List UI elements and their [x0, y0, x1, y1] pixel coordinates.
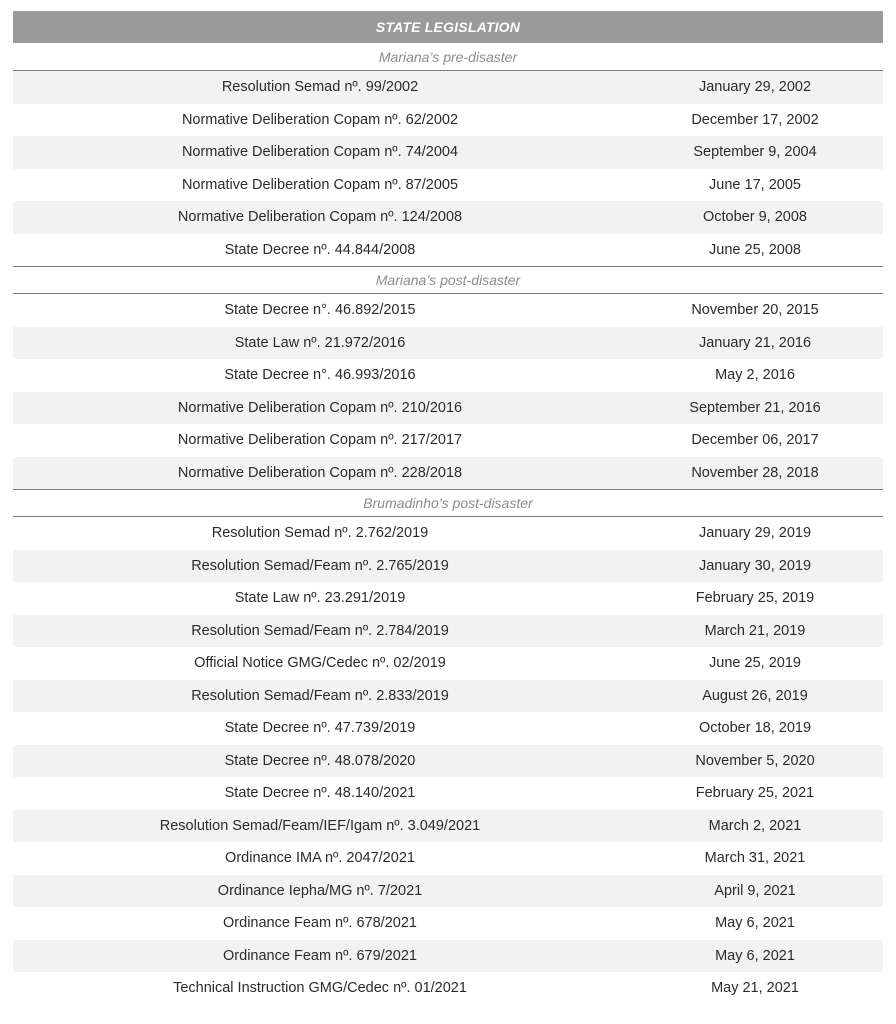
- legislation-name: Ordinance Iepha/MG nº. 7/2021: [217, 882, 423, 899]
- legislation-name: Normative Deliberation Copam nº. 210/2016: [177, 399, 463, 416]
- section-header-brumadinho-post: Brumadinho’s post-disaster: [13, 489, 883, 517]
- table-row: [13, 810, 883, 843]
- legislation-name: State Law nº. 23.291/2019: [234, 590, 406, 607]
- legislation-name: State Decree nº. 48.078/2020: [224, 752, 416, 769]
- legislation-date: January 21, 2016: [698, 334, 812, 351]
- legislation-date: February 25, 2021: [695, 785, 815, 802]
- legislation-name: State Decree n°. 46.892/2015: [224, 302, 416, 319]
- table-row: [13, 875, 883, 908]
- table-row: [13, 680, 883, 713]
- table-row: [13, 392, 883, 425]
- legislation-name: Normative Deliberation Copam nº. 217/2017: [177, 432, 463, 449]
- section-header-mariana-post: Mariana’s post-disaster: [13, 266, 883, 294]
- table-row: [13, 327, 883, 360]
- legislation-name: Resolution Semad/Feam nº. 2.784/2019: [191, 622, 449, 639]
- legislation-date: March 31, 2021: [704, 850, 806, 867]
- legislation-date: June 25, 2008: [709, 241, 801, 258]
- legislation-date: November 28, 2018: [691, 464, 819, 481]
- legislation-date: May 6, 2021: [715, 915, 795, 932]
- legislation-name: Resolution Semad nº. 99/2002: [221, 79, 419, 96]
- legislation-name: Technical Instruction GMG/Cedec nº. 01/2021: [173, 980, 467, 997]
- legislation-name: Official Notice GMG/Cedec nº. 02/2019: [194, 655, 446, 672]
- legislation-name: Ordinance Feam nº. 679/2021: [223, 947, 417, 964]
- legislation-date: September 9, 2004: [693, 144, 817, 161]
- table-row: [13, 424, 883, 457]
- section-header-mariana-pre: Mariana’s pre-disaster: [13, 43, 883, 71]
- legislation-name: Resolution Semad/Feam nº. 2.833/2019: [191, 687, 449, 704]
- table-row: [13, 359, 883, 392]
- table-row: [13, 136, 883, 169]
- table-row: [13, 647, 883, 680]
- table-row: [13, 550, 883, 583]
- legislation-name: Resolution Semad/Feam/IEF/Igam nº. 3.049/2021: [159, 817, 481, 834]
- table-row: [13, 972, 883, 1005]
- legislation-date: May 6, 2021: [715, 947, 795, 964]
- legislation-date: March 2, 2021: [708, 817, 802, 834]
- table-row: [13, 71, 883, 104]
- legislation-date: June 17, 2005: [709, 176, 801, 193]
- legislation-name: Normative Deliberation Copam nº. 87/2005: [181, 176, 459, 193]
- legislation-date: January 29, 2002: [698, 79, 812, 96]
- legislation-name: State Decree n°. 46.993/2016: [224, 367, 416, 384]
- legislation-date: November 5, 2020: [695, 752, 815, 769]
- legislation-name: State Decree nº. 44.844/2008: [224, 241, 416, 258]
- legislation-date: December 17, 2002: [691, 111, 819, 128]
- table-row: [13, 842, 883, 875]
- legislation-name: Normative Deliberation Copam nº. 62/2002: [181, 111, 459, 128]
- legislation-name: Ordinance Feam nº. 678/2021: [223, 915, 417, 932]
- legislation-date: January 30, 2019: [698, 557, 812, 574]
- table-row: [13, 104, 883, 137]
- legislation-name: Resolution Semad/Feam nº. 2.765/2019: [191, 557, 449, 574]
- legislation-name: State Decree nº. 47.739/2019: [224, 720, 416, 737]
- legislation-date: January 29, 2019: [698, 525, 812, 542]
- legislation-name: Resolution Semad nº. 2.762/2019: [211, 525, 429, 542]
- legislation-date: May 2, 2016: [715, 367, 795, 384]
- legislation-date: August 26, 2019: [702, 687, 808, 704]
- table-row: [13, 907, 883, 940]
- legislation-name: Normative Deliberation Copam nº. 124/2008: [177, 209, 463, 226]
- legislation-date: April 9, 2021: [714, 882, 796, 899]
- legislation-date: October 18, 2019: [698, 720, 812, 737]
- legislation-date: February 25, 2019: [695, 590, 815, 607]
- legislation-date: June 25, 2019: [709, 655, 801, 672]
- table-row: [13, 940, 883, 973]
- table-row: [13, 234, 883, 267]
- legislation-name: Ordinance IMA nº. 2047/2021: [225, 850, 415, 867]
- legislation-date: March 21, 2019: [704, 622, 806, 639]
- table-row: [13, 294, 883, 327]
- table-row: [13, 745, 883, 778]
- legislation-date: September 21, 2016: [689, 399, 821, 416]
- legislation-name: State Decree nº. 48.140/2021: [224, 785, 416, 802]
- table-row: [13, 457, 883, 490]
- legislation-date: October 9, 2008: [703, 209, 807, 226]
- table-row: [13, 201, 883, 234]
- table-title: STATE LEGISLATION: [13, 11, 883, 43]
- legislation-date: December 06, 2017: [691, 432, 819, 449]
- table-row: [13, 517, 883, 550]
- table-row: [13, 615, 883, 648]
- legislation-name: Normative Deliberation Copam nº. 228/2018: [177, 464, 463, 481]
- table-row: [13, 777, 883, 810]
- legislation-name: State Law nº. 21.972/2016: [234, 334, 406, 351]
- table-row: [13, 169, 883, 202]
- legislation-name: Normative Deliberation Copam nº. 74/2004: [181, 144, 459, 161]
- legislation-date: May 21, 2021: [711, 980, 799, 997]
- table-row: [13, 582, 883, 615]
- table-row: [13, 712, 883, 745]
- legislation-date: November 20, 2015: [691, 302, 819, 319]
- state-legislation-table: [13, 11, 883, 1005]
